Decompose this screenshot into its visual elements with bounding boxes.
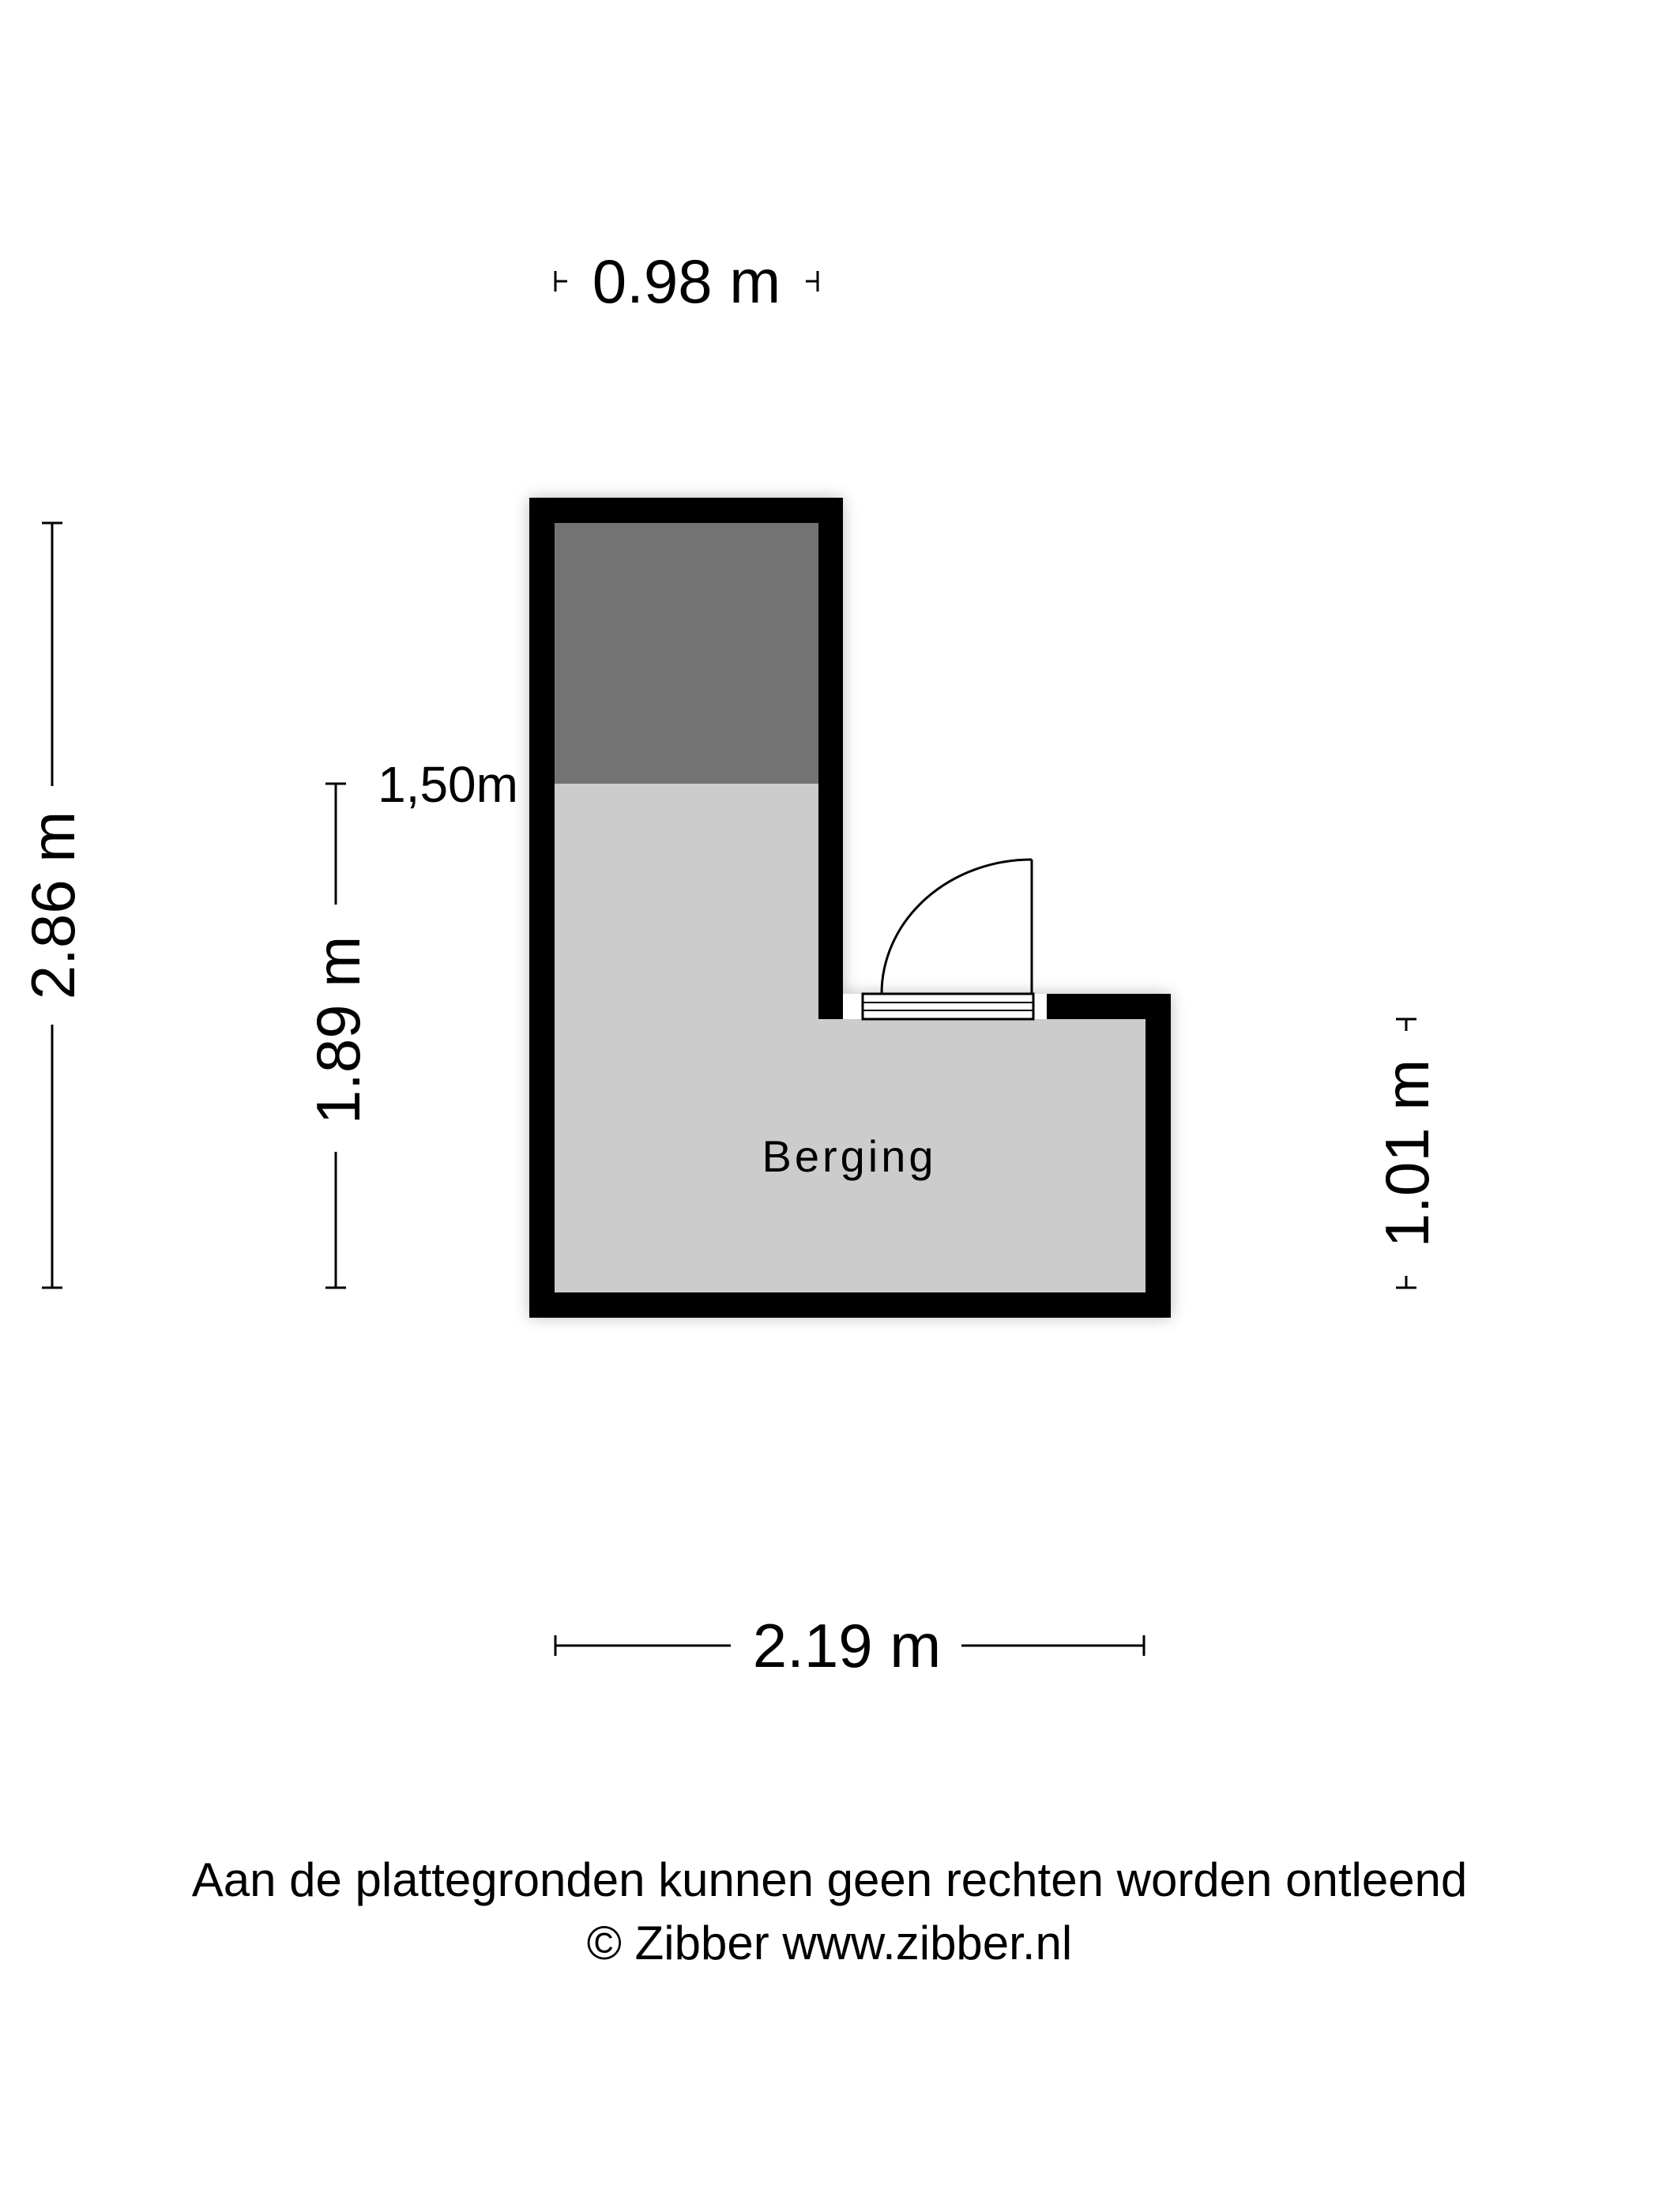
disclaimer-text: Aan de plattegronden kunnen geen rechten worden ontleend [191,1853,1468,1906]
dimension-bottom-label: 2.19 m [752,1611,942,1680]
room-label: Berging [762,1131,937,1181]
low-ceiling-zone [555,523,818,784]
dimension-left-outer [18,523,88,1288]
dimension-top [555,246,818,316]
footer [0,1849,1659,1975]
dimension-right [1372,1019,1442,1288]
ceiling-height-label: 1,50m [378,756,518,813]
dimension-right-label: 1.01 m [1372,1059,1442,1248]
dimension-left-outer-label: 2.86 m [18,811,88,1000]
dimension-left-inner-label: 1.89 m [303,935,373,1125]
dimension-left-inner [303,784,373,1288]
copyright-text: © Zibber www.zibber.nl [586,1917,1073,1969]
door-swing-arc [882,860,1032,994]
dimension-top-label: 0.98 m [592,246,781,316]
dimension-bottom [555,1611,1144,1680]
door[interactable] [843,860,1047,1019]
